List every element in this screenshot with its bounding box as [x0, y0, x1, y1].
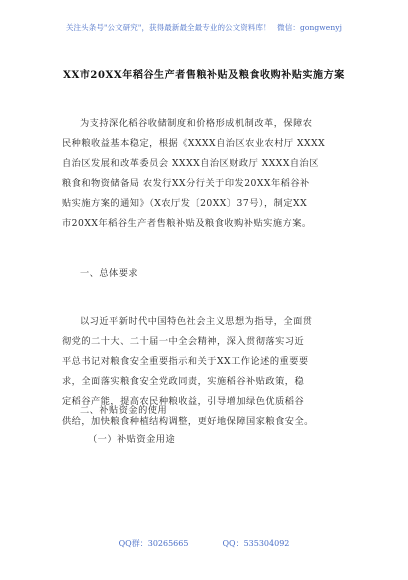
- paragraph-line: 贴实施方案的通知》（X农厅发〔20XX〕37号），制定XX: [62, 198, 308, 209]
- paragraph-line: 平总书记对粮食安全重要指示和关于XX工作论述的重要要: [62, 356, 309, 367]
- document-title: XX市20XX年稻谷生产者售粮补贴及粮食收购补贴实施方案: [63, 70, 345, 81]
- paragraph-line: 自治区发展和改革委员会 XXXX自治区财政厅 XXXX自治区: [62, 158, 319, 169]
- paragraph-line: 为支持深化稻谷收储制度和价格形成机制改革，保障农: [80, 118, 313, 129]
- paragraph-line: 以习近平新时代中国特色社会主义思想为指导，全面贯: [80, 316, 313, 327]
- promo-banner: [0, 22, 408, 33]
- paragraph-line: 彻党的二十大、二十届一中全会精神，深入贯彻落实习近: [62, 336, 305, 347]
- subsection-heading: （一）补贴资金用途: [88, 434, 176, 445]
- promo-text: 关注头条号"公文研究"，获得最新最全最专业的公文资料库！: [65, 23, 271, 32]
- paragraph-line: 民种粮收益基本稳定，根据《XXXX自治区农业农村厅 XXXX: [62, 138, 326, 149]
- intro-paragraph: [62, 114, 354, 234]
- section-heading: 一、总体要求: [80, 268, 139, 279]
- qq-group: QQ群：30265665: [118, 539, 189, 548]
- paragraph-line: 定稻谷产能，提高农民种粮收益，引导增加绿色优质稻谷: [62, 396, 305, 407]
- paragraph-line: 供给，加快粮食种植结构调整，更好地保障国家粮食安全。: [62, 416, 314, 427]
- paragraph-line: 求，全面落实粮食安全党政同责，实施稻谷补贴政策，稳: [62, 376, 305, 387]
- paragraph-line: 市20XX年稻谷生产者售粮补贴及粮食收购补贴实施方案。: [62, 218, 312, 229]
- paragraph-line: 粮食和物资储备局 农发行XX分行关于印发20XX年稻谷补: [62, 178, 310, 189]
- section-heading: 二、补贴资金的使用: [80, 405, 168, 416]
- contact-footer: [0, 538, 408, 549]
- qq-contact: QQ：535304092: [222, 539, 290, 548]
- wechat-id: 微信：gongwenyj: [277, 23, 343, 32]
